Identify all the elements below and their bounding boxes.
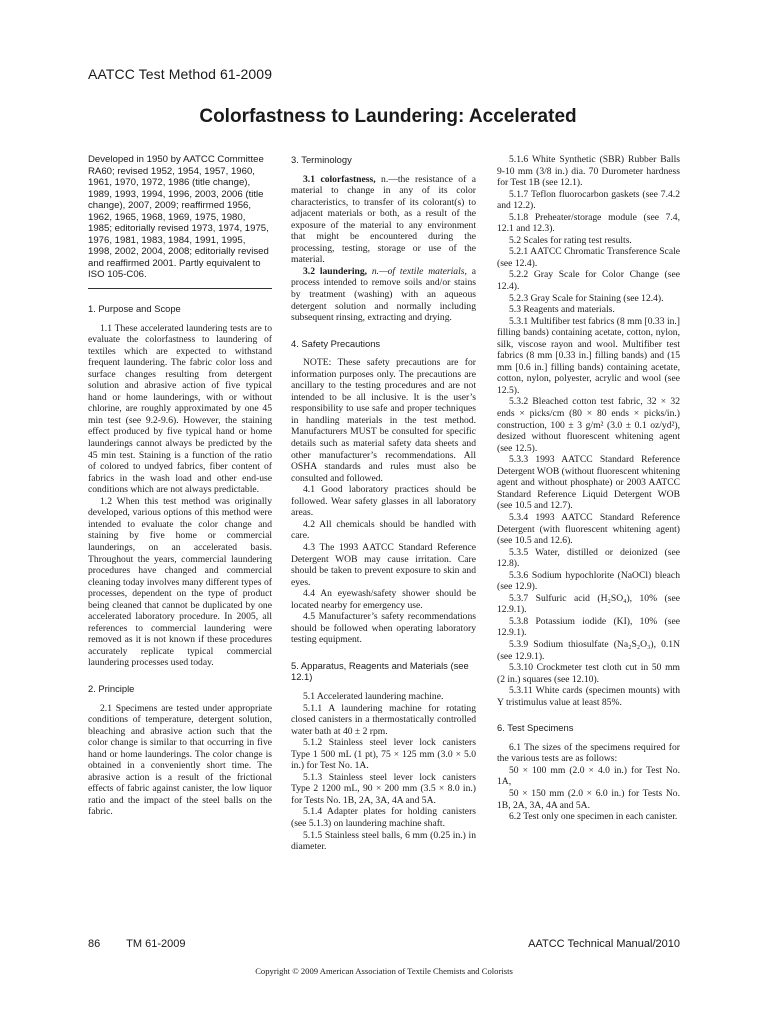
para-5-3-10: 5.3.10 Crockmeter test cloth cut in 50 mm (2 in.) squares (see 12.10).: [497, 662, 680, 685]
heading-apparatus: 5. Apparatus, Reagents and Materials (see 12.1): [291, 659, 469, 683]
para-5-3: 5.3 Reagents and materials.: [509, 304, 615, 316]
para-5-1-2: 5.1.2 Stainless steel lever lock canisters Type 1 500 mL (1 pt), 75 × 125 mm (3.0 × 5.0 in.) for Test No. 1A.: [291, 737, 476, 772]
para-4-1: 4.1 Good laboratory practices should be followed. Wear safety glasses in all laboratory areas.: [291, 484, 476, 519]
footer-test-method: TM 61-2009: [126, 938, 186, 950]
definition-colorfastness: n.—the resistance of a material to change in any of its color characteristics, to transfer of its colorant(s) to adjacent materials or both, as a result of the exposure of the material to any environment that might be encountered during the processing, testing, storage or use of the material.: [291, 173, 476, 266]
para-5-1-5: 5.1.5 Stainless steel balls, 6 mm (0.25 in.) in diameter.: [291, 829, 476, 853]
definition-laundering: a process intended to remove soils and/or stains by treatment (washing) with an aqueous detergent solution and normally including subsequent rinsing, extracting and drying.: [291, 265, 476, 324]
heading-safety: 4. Safety Precautions: [291, 337, 381, 349]
para-5-3-4: 5.3.4 1993 AATCC Standard Reference Detergent (with fluorescent whitening agent) (see 10.5 and 12.6).: [497, 511, 680, 547]
document-title: Colorfastness to Laundering: Accelerated: [199, 106, 577, 127]
para-5-1-1: 5.1.1 A laundering machine for rotating closed canisters in a thermostatically controlled water bath at 40 ± 2 rpm.: [291, 702, 476, 737]
para-5-3-8: 5.3.8 Potassium iodide (KI), 10% (see 12.9.1).: [497, 615, 680, 639]
para-1-1: 1.1 These accelerated laundering tests are to evaluate the colorfastness to laundering of textiles which are expected to withstand frequent laundering. The fabric color loss and surface changes resulting from detergent solution and abrasive action of five typical hand or home launderings, with or without chlorine, are roughly approximated by one 45 min test (see 9.2-9.6). However, the staining effect produced by five typical hand or home launderings cannot always be predicted by the 45 min test. Staining is a function of the ratio of colored to undyed fabrics, fiber content of fabrics in the wash load and other end-use conditions which are not always predictable.: [88, 322, 272, 496]
para-4-2: 4.2 All chemicals should be handled with care.: [291, 518, 476, 542]
para-4-4: 4.4 An eyewash/safety shower should be located nearby for emergency use.: [291, 588, 476, 611]
para-5-3-9: 5.3.9 Sodium thiosulfate (Na₂S₂O₃), 0.1N (see 12.9.1).: [497, 638, 680, 662]
para-6-2: 6.2 Test only one specimen in each canister.: [509, 811, 678, 823]
para-5-3-11: 5.3.11 White cards (specimen mounts) with Y tristimulus value at least 85%.: [497, 685, 680, 708]
para-5-1: 5.1 Accelerated laundering machine.: [303, 690, 444, 702]
heading-test-specimens: 6. Test Specimens: [497, 722, 574, 734]
term-colorfastness: 3.1 colorfastness,: [303, 173, 376, 185]
para-5-2-2: 5.2.2 Gray Scale for Color Change (see 12.4).: [497, 269, 680, 293]
footer-page-info: [88, 938, 185, 950]
para-3-2: [291, 266, 476, 324]
para-5-3-6: 5.3.6 Sodium hypochlorite (NaOCl) bleach (see 12.9).: [497, 569, 680, 593]
para-5-2-1: 5.2.1 AATCC Chromatic Transference Scale (see 12.4).: [497, 246, 680, 269]
para-6-1-size-a: 50 × 100 mm (2.0 × 4.0 in.) for Test No. 1A,: [497, 764, 680, 788]
para-2-1: 2.1 Specimens are tested under appropriate conditions of temperature, detergent solution, bleaching and abrasive action such that the color change is similar to that occurring in five hand or home launderings. The color change is obtained in a conveniently short time. The abrasive action is a result of the frictional effects of fabric against canister, the low liquor ratio and the impact of the steel balls on the fabric.: [88, 702, 272, 818]
para-6-1: 6.1 The sizes of the specimens required for the various tests are as follows:: [497, 741, 680, 765]
column-1: [88, 154, 272, 818]
development-history: Developed in 1950 by AATCC Committee RA60; revised 1952, 1954, 1957, 1960, 1961, 1970, 1972, 1986 (title change), 1989, 1993, 1994, 1996, 2003, 2006 (title change), 2007, 2009; reaffirmed 1956, 1962, 1965, 1968, 1969, 1975, 1980, 1985; editorially revised 1973, 1974, 1975, 1976, 1981, 1983, 1984, 1991, 1995, 1998, 2002, 2004, 2008; editorially revised and reaffirmed 2001. Partly equivalent to ISO 105-C06.: [88, 154, 269, 281]
heading-purpose-scope: 1. Purpose and Scope: [88, 303, 181, 315]
heading-principle: 2. Principle: [88, 682, 135, 694]
para-1-2: 1.2 When this test method was originally developed, various options of this method were intended to evaluate the color change and staining by five home or commercial launderings, on an accelerated basis. Throughout the years, commercial laundering procedures have changed and commercial cleaning today involves many different types of processes, dependent on the type of product being cleaned that cannot be duplicated by one accelerated laboratory procedure. In 2005, all references to commercial laundering were removed as it is not known if these procedures accurately replicate typical commercial laundering processes used today.: [88, 495, 272, 669]
para-5-2: 5.2 Scales for rating test results.: [509, 234, 632, 246]
term-laundering-scope: n.—of textile materials,: [367, 265, 467, 277]
test-method-header: AATCC Test Method 61-2009: [88, 66, 273, 82]
safety-note: NOTE: These safety precautions are for information purposes only. The precautions are ancillary to the testing procedures and are not intended to be all inclusive. It is the user’s responsibility to use safe and proper techniques in handling materials in the test method. Manufacturers MUST be consulted for specific details such as material safety data sheets and other manufacturer’s recommendations. All OSHA standards and rules must also be consulted and followed.: [291, 357, 476, 484]
para-5-1-8: 5.1.8 Preheater/storage module (see 7.4, 12.1 and 12.3).: [497, 211, 680, 235]
para-5-1-4: 5.1.4 Adapter plates for holding canisters (see 5.1.3) on laundering machine shaft.: [291, 806, 476, 829]
para-5-1-7: 5.1.7 Teflon fluorocarbon gaskets (see 7.4.2 and 12.2).: [497, 188, 680, 212]
copyright-notice: Copyright © 2009 American Association of Textile Chemists and Colorists: [255, 966, 513, 976]
footer-manual: AATCC Technical Manual/2010: [528, 938, 680, 950]
para-3-1: [291, 174, 476, 266]
column-3: [497, 154, 680, 823]
para-5-1-6: 5.1.6 White Synthetic (SBR) Rubber Balls 9-10 mm (3/8 in.) dia. 70 Durometer hardness for Test 1B (see 12.1).: [497, 154, 680, 189]
para-4-5: 4.5 Manufacturer’s safety recommendations should be followed when operating laboratory testing equipment.: [291, 611, 476, 646]
para-5-3-3: 5.3.3 1993 AATCC Standard Reference Detergent WOB (without fluorescent whitening agent and without phosphate) or 2003 AATCC Standard Reference Liquid Detergent WOB (see 10.5 and 12.7).: [497, 454, 680, 512]
heading-terminology: 3. Terminology: [291, 154, 352, 165]
term-laundering: 3.2 laundering,: [303, 265, 368, 277]
para-5-3-1: 5.3.1 Multifiber test fabrics (8 mm [0.33 in.] filling bands) containing acetate, cotton, nylon, silk, viscose rayon and wool. Multifiber test fabrics (8 mm [0.33 in.] filling bands) and (15 mm [0.6 in.] filling bands) containing acetate, cotton, nylon, polyester, acrylic and wool (see 12.5).: [497, 315, 680, 396]
para-5-2-3: 5.2.3 Gray Scale for Staining (see 12.4).: [509, 292, 664, 304]
para-4-3: 4.3 The 1993 AATCC Standard Reference Detergent WOB may cause irritation. Care should be taken to prevent exposure to skin and eyes.: [291, 541, 476, 588]
para-5-1-3: 5.1.3 Stainless steel lever lock canisters Type 2 1200 mL, 90 × 200 mm (3.5 × 8.0 in.) for Tests No. 1B, 2A, 3A, 4A and 5A.: [291, 771, 476, 806]
para-5-3-2: 5.3.2 Bleached cotton test fabric, 32 × 32 ends × picks/cm (80 × 80 ends × picks/in.) construction, 100 ± 3 g/m² (3.0 ± 0.1 oz/yd²), desized without fluorescent whitening agent (see 12.5).: [497, 396, 680, 454]
para-6-1-size-b: 50 × 150 mm (2.0 × 6.0 in.) for Tests No. 1B, 2A, 3A, 4A and 5A.: [497, 787, 680, 811]
column-2: [291, 154, 476, 853]
para-5-3-5: 5.3.5 Water, distilled or deionized (see 12.8).: [497, 546, 680, 570]
history-divider: [88, 288, 272, 289]
page-number: 86: [88, 938, 101, 950]
para-5-3-7: 5.3.7 Sulfuric acid (H₂SO₄), 10% (see 12.9.1).: [497, 592, 680, 616]
